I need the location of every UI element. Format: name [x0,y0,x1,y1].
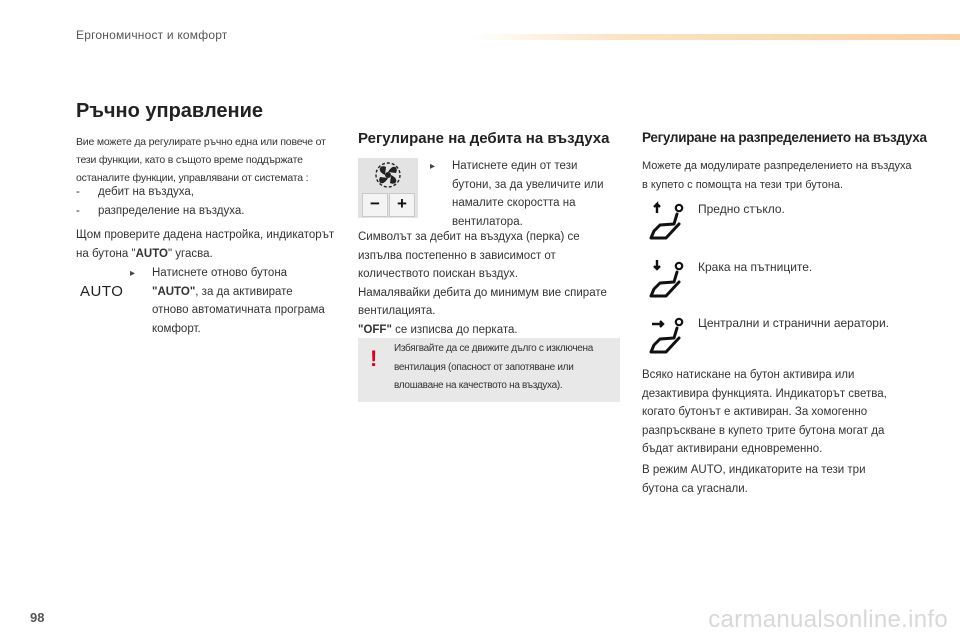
windscreen-label: Предно стъкло. [698,202,785,216]
header-decoration-bar [470,34,960,40]
windscreen-distribution-button[interactable] [646,198,946,244]
warning-icon: ! [370,346,378,371]
warning-box [358,338,620,402]
feet-label: Крака на пътниците. [698,260,813,274]
watermark: carmanualsonline.info [708,606,948,633]
auto-bullet: ▸ Натиснете отново бутона "AUTO", за да активирате отново автоматичната програма комфорт. [130,267,325,335]
list-item: - разпределение на въздуха. [76,204,245,217]
intro-text: Вие можете да регулирате ръчно една или повече от тези функции, като в същото време поддържате останалите функции, управлявани от системата : [76,136,326,184]
vents-label: Централни и странични аератори. [698,316,889,330]
check-text: Щом проверите дадена настройка, индикаторът на бутона "AUTO" угасва. [76,229,335,260]
section-title: Ергономичност и комфорт [76,28,228,42]
feet-distribution-button[interactable] [646,256,946,302]
bullet-triangle-icon: ▸ [430,161,436,172]
auto-button-label: AUTO [80,283,124,300]
airflow-rate-heading: Регулиране на дебита на въздуха [358,130,610,147]
distribution-description: Всяко натискане на бутон активира или дезактивира функцията. Индикаторът светва, когато бутонът е активиран. За хомогенно разпръскване в купето трите бутона могат да бъдат активирани едновременно. [642,369,887,455]
seat-airflow-feet-icon [646,256,692,300]
fan-control-panel [358,158,418,218]
air-distribution-heading: Регулиране на разпределението на въздуха [642,130,927,145]
fan-decrease-button[interactable]: − [362,193,388,217]
fan-bullet: ▸ Натиснете един от тези бутони, за да увеличите или намалите скоростта на вентилатора. [430,160,604,228]
list-item: - дебит на въздуха, [76,186,194,198]
fan-increase-button[interactable]: + [389,193,415,217]
vents-distribution-button[interactable] [646,312,946,358]
distribution-intro: Можете да модулирате разпределението на въздуха в купето с помощта на тези три бутона. [642,160,912,191]
fan-description: Символът за дебит на въздуха (перка) се изпълва постепенно в зависимост от количеството поискан въздух. Намалявайки дебита до минимум вие спирате вентилацията. "OFF" се изписва до перката. [358,231,607,336]
fan-icon [358,158,418,194]
page-title: Ръчно управление [76,100,264,122]
function-list [76,183,346,220]
page-number: 98 [30,610,45,625]
auto-mode-note: В режим AUTO, индикаторите на тези три бутона са угаснали. [642,464,866,495]
seat-airflow-vents-icon [646,312,692,356]
warning-text: Избягвайте да се движите дълго с изключена вентилация (опасност от запотяване или влошаване на качеството на въздуха). [394,343,593,391]
bullet-triangle-icon: ▸ [130,268,136,279]
seat-airflow-windscreen-icon [646,198,692,242]
